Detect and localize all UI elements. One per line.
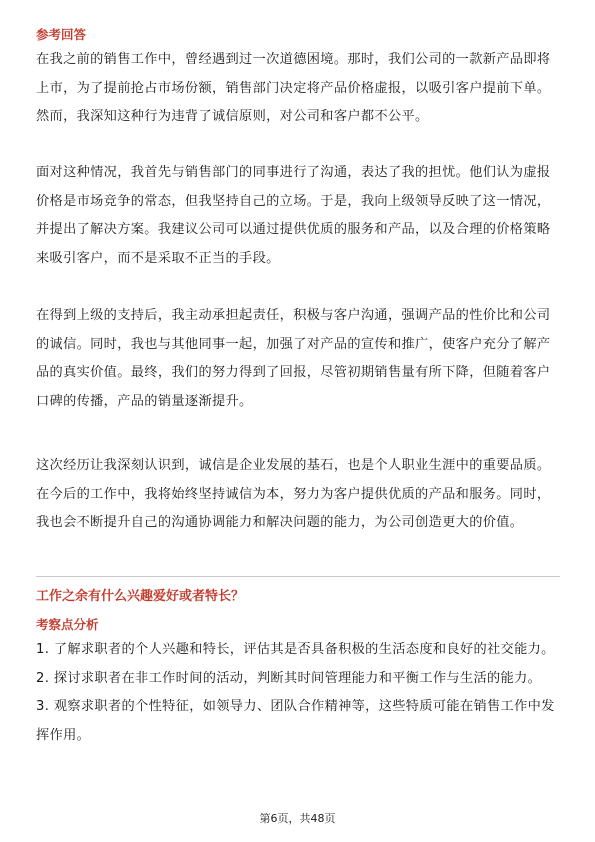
- analysis-title: 考察点分析: [36, 617, 99, 632]
- page-number: 第6页，共48页: [259, 812, 336, 825]
- analysis-point: 1. 了解求职者的个人兴趣和特长，评估其是否具备积极的生活态度和良好的社交能力。: [36, 642, 555, 657]
- analysis-point-list: [36, 636, 560, 750]
- reference-answer-title: 参考回答: [36, 27, 87, 42]
- answer-paragraph-4: 这次经历让我深刻认识到，诚信是企业发展的基石，也是个人职业生涯中的重要品质。在今后的工作中，我将始终坚持诚信为本，努力为客户提供优质的产品和服务。同时，我也会不断提升自己的沟通协调能力和解决问题的能力，为公司创造更大的价值。: [36, 458, 551, 530]
- answer-paragraph-2: 面对这种情况，我首先与销售部门的同事进行了沟通，表达了我的担忧。他们认为虚报价格是市场竞争的常态，但我坚持自己的立场。于是，我向上级领导反映了这一情况，并提出了解决方案。我建议公司可以通过提供优质的服务和产品，以及合理的价格策略来吸引客户，而不是采取不正当的手段。: [36, 165, 551, 266]
- answer-paragraph-3: 在得到上级的支持后，我主动承担起责任，积极与客户沟通，强调产品的性价比和公司的诚信。同时，我也与其他同事一起，加强了对产品的宣传和推广，使客户充分了解产品的真实价值。最终，我们的努力得到了回报，尽管初期销售量有所下降，但随着客户口碑的传播，产品的销量逐渐提升。: [36, 308, 551, 409]
- answer-paragraph-1: 在我之前的销售工作中，曾经遇到过一次道德困境。那时，我们公司的一款新产品即将上市，为了提前抢占市场份额，销售部门决定将产品价格虚报，以吸引客户提前下单。然而，我深知这种行为违背了诚信原则，对公司和客户都不公平。: [36, 52, 551, 124]
- analysis-point: 3. 观察求职者的个性特征，如领导力、团队合作精神等，这些特质可能在销售工作中发挥作用。: [36, 699, 555, 743]
- section-divider: [36, 576, 560, 577]
- question-heading: 工作之余有什么兴趣爱好或者特长？: [36, 589, 245, 604]
- analysis-point: 2. 探讨求职者在非工作时间的活动，判断其时间管理能力和平衡工作与生活的能力。: [36, 670, 542, 686]
